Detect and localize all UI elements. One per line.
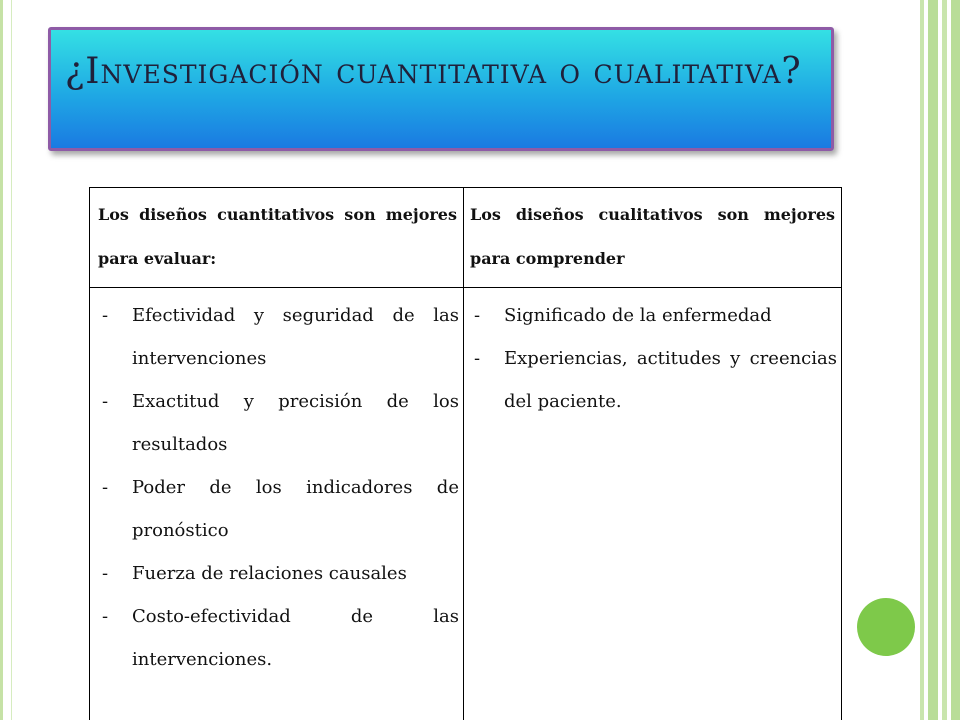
header-qualitative: Los diseños cualitativos son mejores para comprender	[470, 205, 835, 268]
list-item	[470, 337, 837, 423]
list-item-text: Poder de los indicadores de pronóstico	[132, 477, 459, 541]
dash-bullet: -	[474, 348, 481, 369]
list-item-text: Fuerza de relaciones causales	[132, 563, 407, 584]
qualitative-cell	[464, 288, 841, 423]
list-item	[98, 595, 459, 681]
dash-bullet: -	[102, 563, 109, 584]
title-banner	[48, 27, 834, 151]
list-item	[98, 466, 459, 552]
dash-bullet: -	[102, 606, 109, 627]
list-item	[98, 552, 459, 595]
list-item	[470, 294, 837, 337]
header-quantitative: Los diseños cuantitativos son mejores para evaluar:	[98, 205, 457, 268]
list-item	[98, 380, 459, 466]
slide-title: ¿Investigación cuantitativa o cualitativa?	[65, 51, 802, 92]
list-item-text: Significado de la enfermedad	[504, 305, 772, 326]
list-item-text: Exactitud y precisión de los resultados	[132, 391, 459, 455]
dash-bullet: -	[102, 477, 109, 498]
comparison-table	[89, 187, 842, 720]
qualitative-list	[470, 294, 837, 423]
slide-right-stripes	[916, 0, 960, 720]
dash-bullet: -	[102, 391, 109, 412]
list-item-text: Experiencias, actitudes y creencias del paciente.	[504, 348, 837, 412]
decorative-green-circle	[857, 598, 915, 656]
list-item-text: Costo-efectividad de las intervenciones.	[132, 606, 459, 670]
quantitative-list	[98, 294, 459, 681]
dash-bullet: -	[102, 305, 109, 326]
list-item	[98, 294, 459, 380]
quantitative-cell	[90, 288, 463, 681]
slide-left-border	[0, 0, 12, 720]
list-item-text: Efectividad y seguridad de las intervenciones	[132, 305, 459, 369]
dash-bullet: -	[474, 305, 481, 326]
